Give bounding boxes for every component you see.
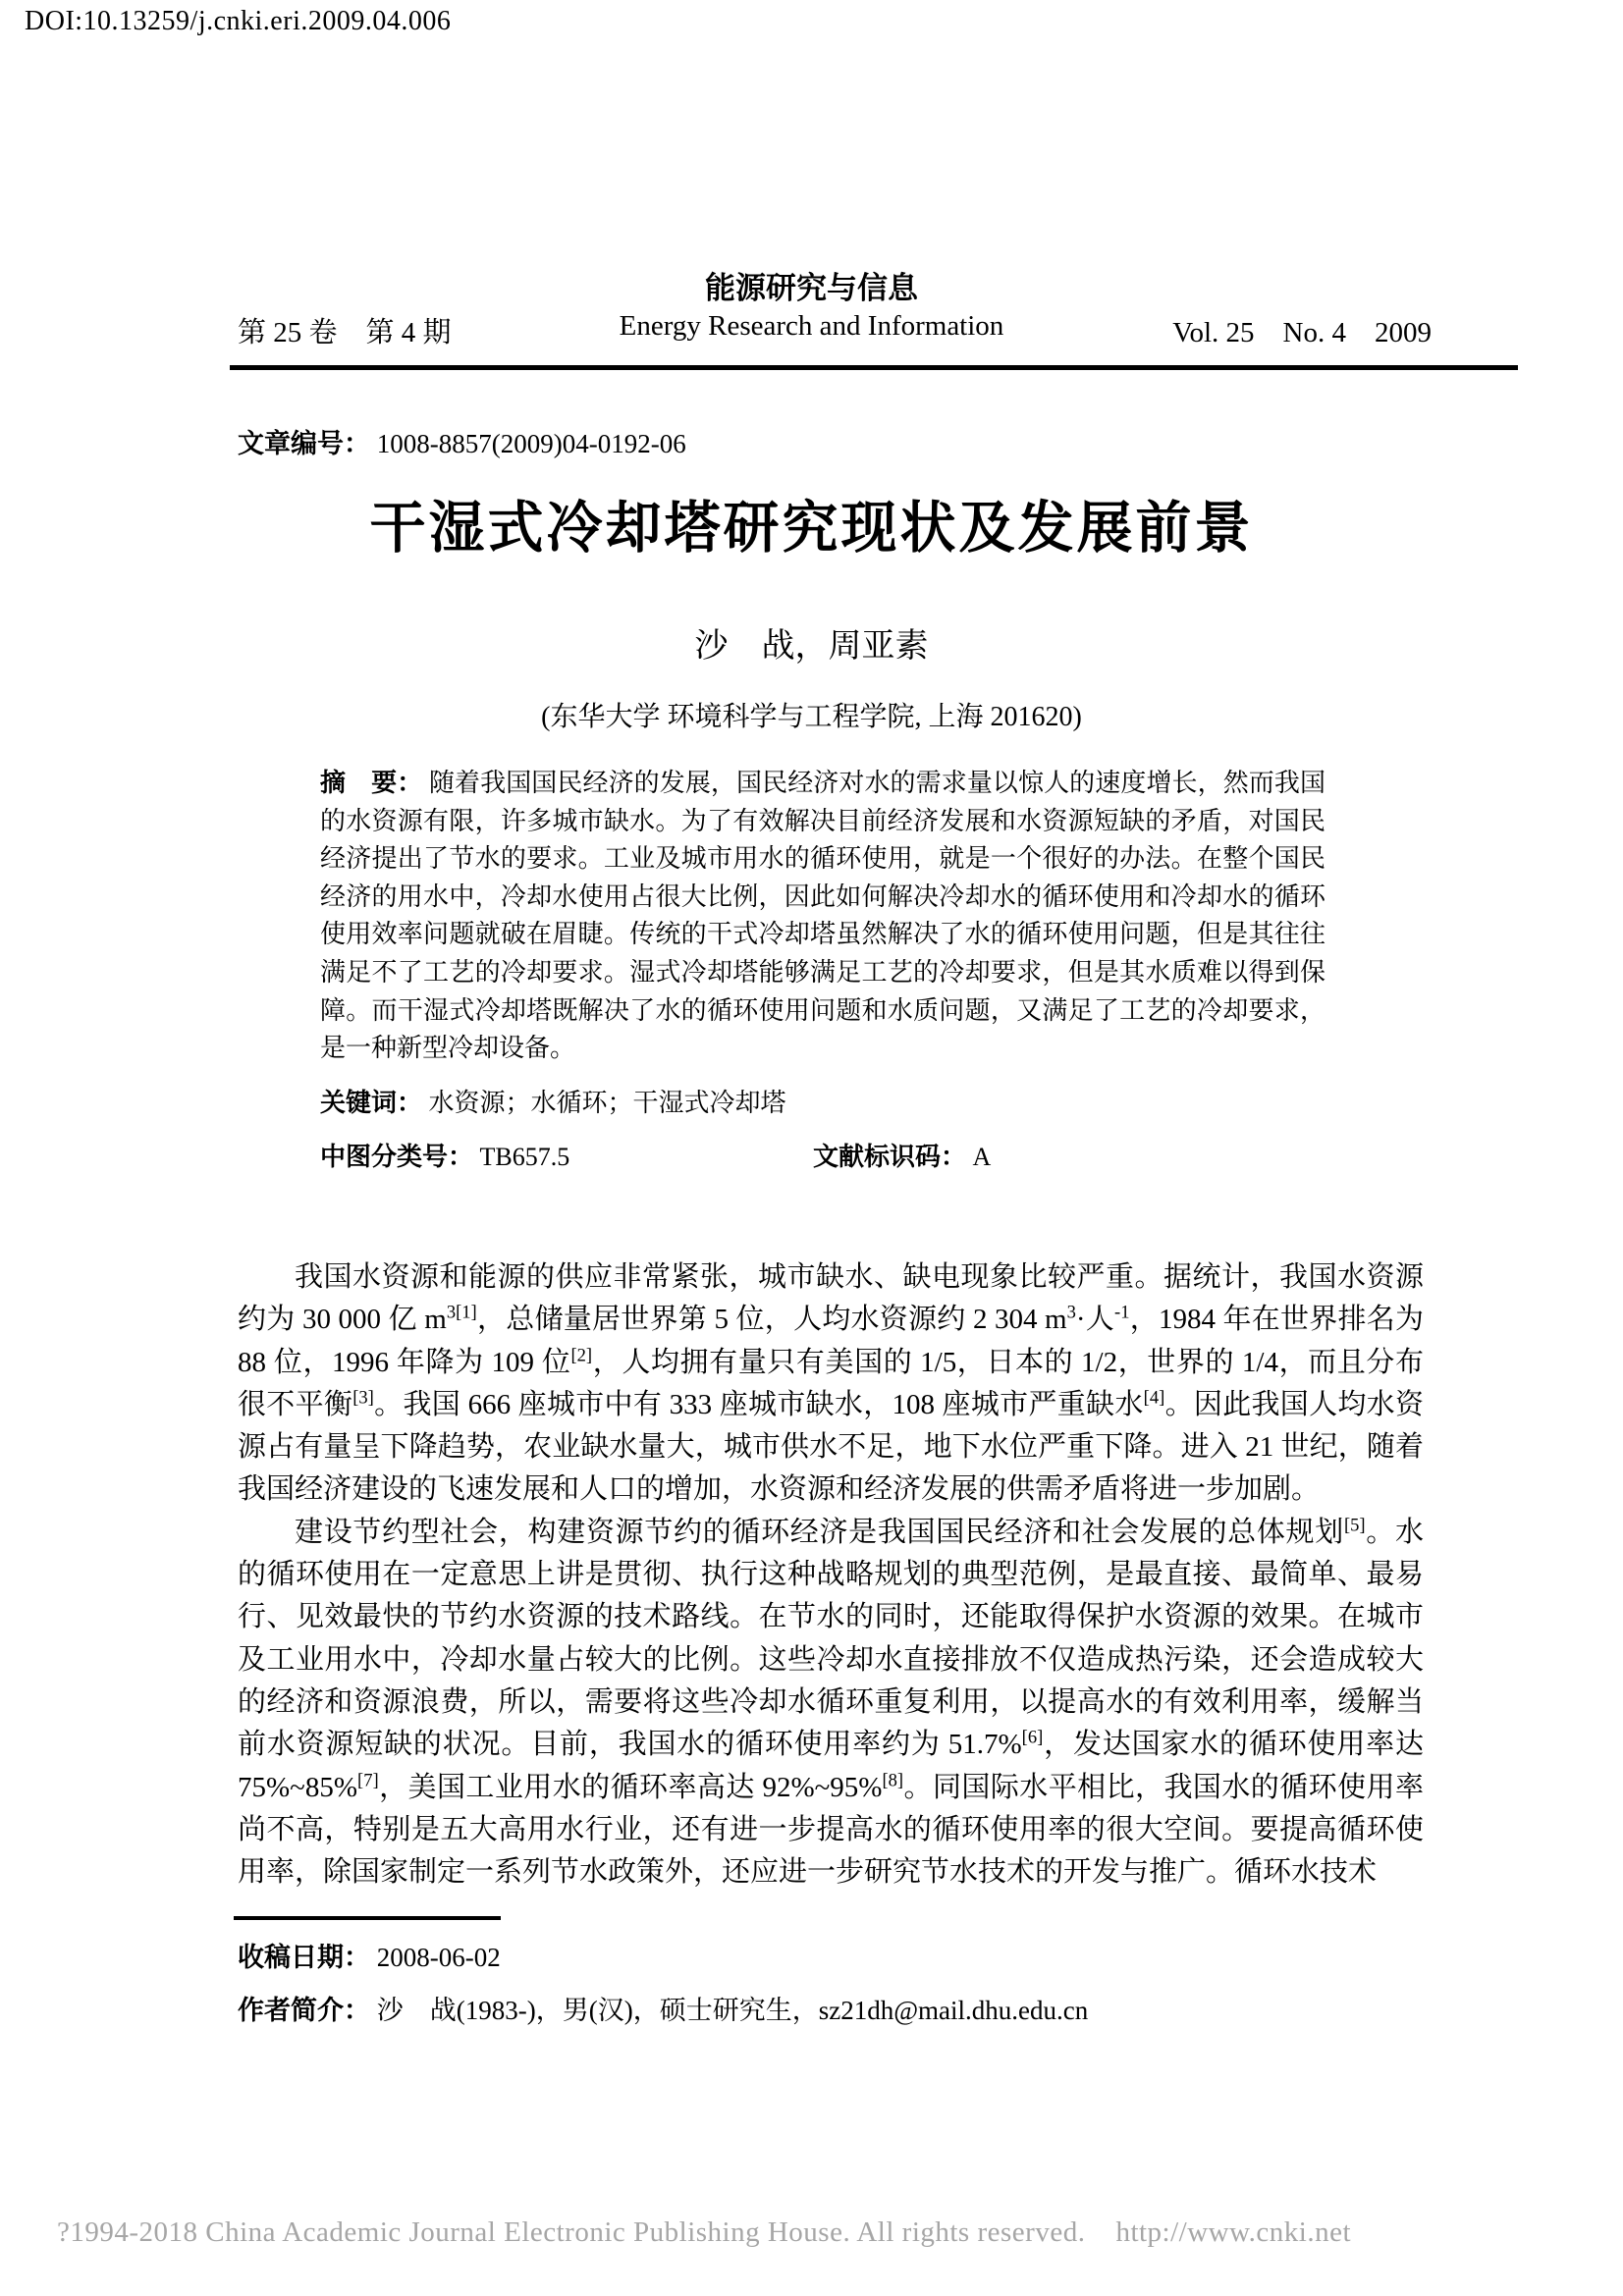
journal-title-en: Energy Research and Information <box>619 310 1004 342</box>
keywords-text: 水资源；水循环；干湿式冷却塔 <box>428 1089 786 1117</box>
journal-title-cn: 能源研究与信息 <box>705 271 918 305</box>
issue-volume-cn: 第 25 卷 第 4 期 <box>238 317 452 348</box>
cnki-copyright-watermark: ?1994-2018 China Academic Journal Electronic Publishing House. All rights reserved. http://www.cnki.net <box>57 2216 1352 2248</box>
header-rule <box>230 365 1518 370</box>
author-bio-label: 作者简介： <box>238 1996 370 2025</box>
affiliation-line: (东华大学 环境科学与工程学院, 上海 201620) <box>541 702 1082 732</box>
classification-line <box>320 1137 1325 1176</box>
authors-line: 沙 战，周亚素 <box>694 628 929 665</box>
clc-pair <box>320 1143 569 1171</box>
issue-volume-en: Vol. 25 No. 4 2009 <box>1172 317 1432 348</box>
clc-label: 中图分类号： <box>320 1142 474 1171</box>
body-paragraph: 建设节约型社会，构建资源节约的循环经济是我国国民经济和社会发展的总体规划[5]。水的循环使用在一定意思上讲是贯彻、执行这种战略规划的典型范例，是最直接、最简单、最易行、见效最快的节约水资源的技术路线。在节水的同时，还能取得保护水资源的效果。在城市及工业用水中，冷却水量占较大的比例。这些冷却水直接排放不仅造成热污染，还会造成较大的经济和资源浪费，所以，需要将这些冷却水循环重复利用，以提高水的有效利用率，缓解当前水资源短缺的状况。目前，我国水的循环使用率约为 51.7%[6]，发达国家水的循环使用率达 75%~85%[7]，美国工业用水的循环率高达 92%~95%[8]。同国际水平相比，我国水的循环使用率尚不高，特别是五大高用水行业，还有进一步提高水的循环使用率的很大空间。要提高循环使用率，除国家制定一系列节水政策外，还应进一步研究节水技术的开发与推广。循环水技术 <box>238 1515 1424 1889</box>
keywords-line <box>320 1083 786 1119</box>
abstract-block <box>320 764 1325 1068</box>
article-body <box>238 1256 1424 1894</box>
body-paragraph: 我国水资源和能源的供应非常紧张，城市缺水、缺电现象比较严重。据统计，我国水资源约为 30 000 亿 $m^{3[1]}$，总储量居世界第 5 位，人均水资源约 2 304 $m^3\cdot$人$^{-1}$，1984 年在世界排名为 88 位，1996 年降为 109 位[2]，人均拥有量只有美国的 1/5，日本的 1/2，世界的 1/4，而且分布很不平衡[3]。我国 666 座城市中有 333 座城市缺水，108 座城市严重缺水[4]。因此我国人均水资源占有量呈下降趋势，农业缺水量大，城市供水不足，地下水位严重下降。进入 21 世纪，随着我国经济建设的飞速发展和人口的增加，水资源和经济发展的供需矛盾将进一步加剧。 <box>238 1261 1424 1506</box>
article-title: 干湿式冷却塔研究现状及发展前景 <box>369 497 1254 560</box>
abstract-label: 摘 要： <box>320 768 423 797</box>
doc-code-pair <box>813 1137 991 1173</box>
author-bio-line <box>238 1989 1088 2027</box>
received-date-line <box>238 1936 501 1974</box>
doi-text: DOI:10.13259/j.cnki.eri.2009.04.006 <box>25 6 452 36</box>
doc-code-value: A <box>972 1143 992 1171</box>
doc-code-label: 文献标识码： <box>813 1142 967 1171</box>
clc-value: TB657.5 <box>479 1143 570 1171</box>
abstract-text: 随着我国国民经济的发展，国民经济对水的需求量以惊人的速度增长，然而我国的水资源有限，许多城市缺水。为了有效解决目前经济发展和水资源短缺的矛盾，对国民经济提出了节水的要求。工业及城市用水的循环使用，就是一个很好的办法。在整个国民经济的用水中，冷却水使用占很大比例，因此如何解决冷却水的循环使用和冷却水的循环使用效率问题就破在眉睫。传统的干式冷却塔虽然解决了水的循环使用问题，但是其往往满足不了工艺的冷却要求。湿式冷却塔能够满足工艺的冷却要求，但是其水质难以得到保障。而干湿式冷却塔既解决了水的循环使用问题和水质问题，又满足了工艺的冷却要求，是一种新型冷却设备。 <box>320 769 1325 1063</box>
received-date-value: 2008-06-02 <box>376 1943 501 1972</box>
article-number-label: 文章编号： <box>238 429 370 458</box>
author-bio-value: 沙 战(1983-)，男(汉)，硕士研究生，sz21dh@mail.dhu.edu.cn <box>376 1996 1089 2025</box>
received-date-label: 收稿日期： <box>238 1943 370 1972</box>
article-number-line <box>238 422 686 460</box>
keywords-label: 关键词： <box>320 1088 423 1117</box>
footnote-divider <box>234 1916 501 1920</box>
article-number-value: 1008-8857(2009)04-0192-06 <box>376 429 686 458</box>
